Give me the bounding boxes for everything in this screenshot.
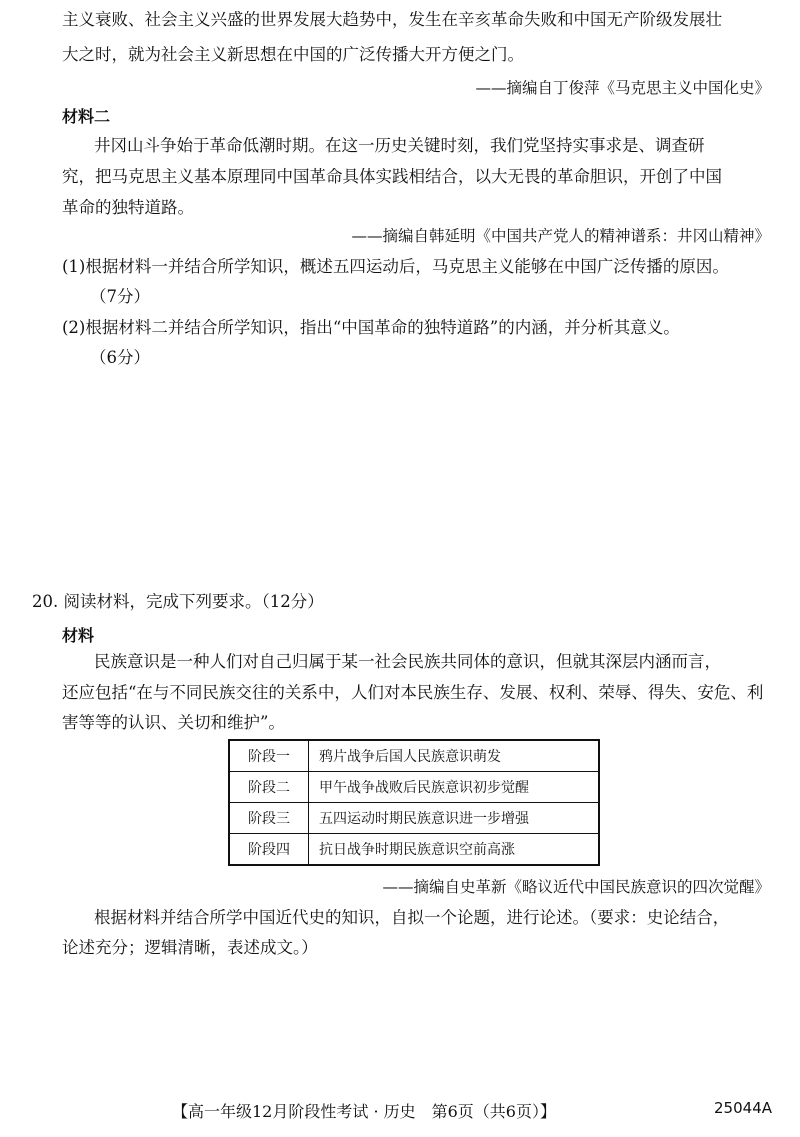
question-2: (2)根据材料二并结合所学知识，指出“中国革命的独特道路”的内涵，并分析其意义。: [62, 318, 680, 337]
stage-label: 阶段三: [229, 803, 309, 834]
question-20-title: 20. 阅读材料，完成下列要求。（12分）: [32, 592, 324, 611]
question-2-score: （6分）: [90, 348, 150, 367]
stages-table: [228, 739, 600, 866]
stage-label: 阶段四: [229, 834, 309, 866]
footer-code: 25044A: [714, 1099, 772, 1117]
question-1: (1)根据材料一并结合所学知识，概述五四运动后，马克思主义能够在中国广泛传播的原因。: [62, 257, 729, 276]
table-row: [229, 740, 599, 772]
question-20-material-heading: 材料: [62, 626, 95, 645]
material1-line2: 大之时，就为社会主义新思想在中国的广泛传播大开方便之门。: [62, 45, 524, 64]
stage-description: 五四运动时期民族意识进一步增强: [309, 803, 600, 834]
stage-label: 阶段二: [229, 772, 309, 803]
material2-heading: 材料二: [62, 107, 111, 126]
question-20-line1: 民族意识是一种人们对自己归属于某一社会民族共同体的意识，但就其深层内涵而言，: [94, 652, 721, 671]
table-row: [229, 834, 599, 866]
material1-source: ——摘编自丁俊萍《马克思主义中国化史》: [475, 79, 770, 97]
question-20-line2: 还应包括“在与不同民族交往的关系中，人们对本民族生存、发展、权利、荣辱、得失、安危、利: [62, 683, 764, 702]
material2-line3: 革命的独特道路。: [62, 198, 194, 217]
footer-exam-info: 【高一年级12月阶段性考试 · 历史 第6页（共6页）】: [172, 1102, 556, 1121]
stage-label: 阶段一: [229, 740, 309, 772]
stage-description: 抗日战争时期民族意识空前高涨: [309, 834, 600, 866]
question-20-line3: 害等等的认识、关切和维护”。: [62, 713, 285, 732]
material2-line2: 究，把马克思主义基本原理同中国革命具体实践相结合，以大无畏的革命胆识，开创了中国: [62, 167, 722, 186]
question-20-task-line1: 根据材料并结合所学中国近代史的知识，自拟一个论题，进行论述。（要求：史论结合，: [94, 908, 730, 927]
material1-line1: 主义衰败、社会主义兴盛的世界发展大趋势中，发生在辛亥革命失败和中国无产阶级发展壮: [62, 10, 722, 29]
question-1-score: （7分）: [90, 287, 150, 306]
table-row: [229, 772, 599, 803]
stage-description: 鸦片战争后国人民族意识萌发: [309, 740, 600, 772]
material2-line1: 井冈山斗争始于革命低潮时期。在这一历史关键时刻，我们党坚持实事求是、调查研: [94, 136, 705, 155]
material2-source: ——摘编自韩延明《中国共产党人的精神谱系：井冈山精神》: [351, 227, 770, 245]
table-row: [229, 803, 599, 834]
question-20-source: ——摘编自史革新《略议近代中国民族意识的四次觉醒》: [382, 878, 770, 896]
question-20-task-line2: 论述充分；逻辑清晰，表述成文。）: [62, 938, 318, 957]
stage-description: 甲午战争战败后民族意识初步觉醒: [309, 772, 600, 803]
